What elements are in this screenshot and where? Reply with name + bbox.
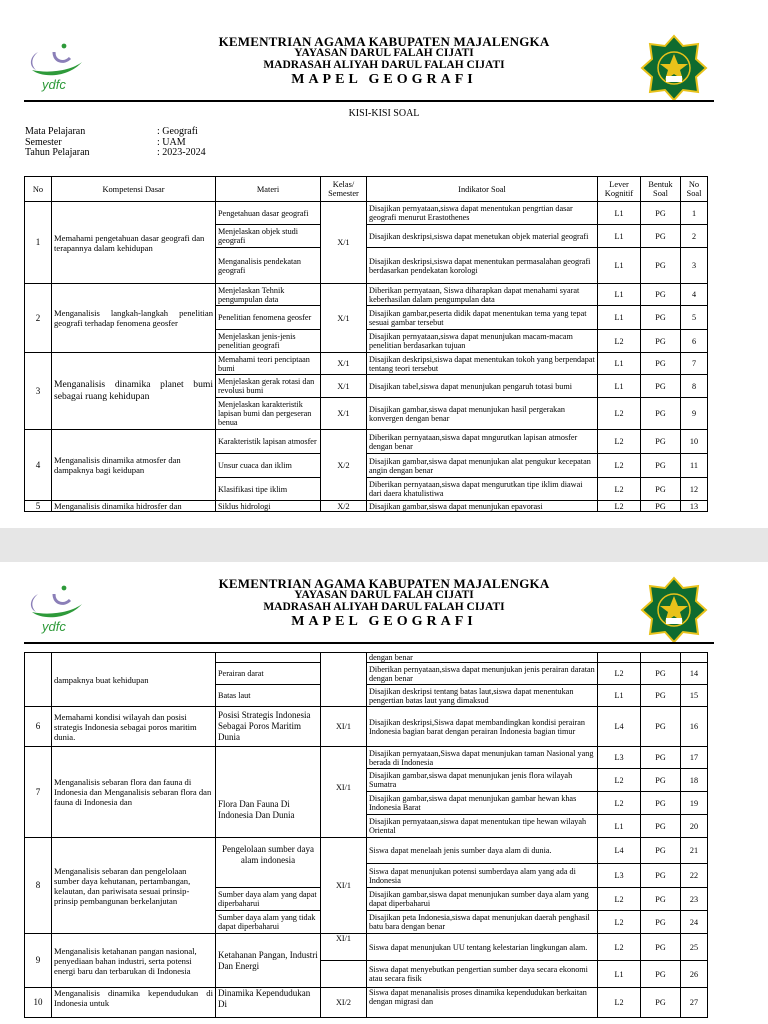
col-header-kelas: Kelas/ Semester bbox=[321, 177, 367, 202]
table-cell: Siklus hidrologi bbox=[216, 501, 321, 512]
table-cell: PG bbox=[641, 663, 681, 685]
table-cell: dengan benar bbox=[367, 653, 598, 663]
table-cell: L2 bbox=[598, 330, 641, 353]
header-divider bbox=[24, 100, 714, 102]
table-cell: PG bbox=[641, 911, 681, 934]
table-cell: 22 bbox=[681, 864, 708, 888]
table-cell: Siswa dapat menyebutkan pengertian sumber daya secara ekonomi atau secara fisik bbox=[367, 961, 598, 988]
table-cell: Menganalisis sebaran dan pengelolaan sumber daya kehutanan, pertambangan, kelautan, dan pariwisata sesuai prinsip-prinsip pembangunan berkelanjutan bbox=[52, 838, 216, 934]
table-cell: 24 bbox=[681, 911, 708, 934]
table-cell: Batas laut bbox=[216, 685, 321, 707]
table-cell: X/1 bbox=[321, 284, 367, 353]
table-cell: PG bbox=[641, 815, 681, 838]
meta-value: : UAM bbox=[157, 136, 186, 148]
table-cell: 25 bbox=[681, 934, 708, 961]
table-cell: XI/2 bbox=[321, 988, 367, 1018]
table-cell: 1 bbox=[25, 202, 52, 284]
kisi-table-page-2 bbox=[24, 652, 708, 1018]
table-cell: Flora Dan Fauna Di Indonesia Dan Dunia bbox=[216, 747, 321, 838]
table-cell: PG bbox=[641, 707, 681, 747]
table-cell: Menganalisis dinamika hidrosfer dan bbox=[52, 501, 216, 512]
document-meta bbox=[25, 127, 206, 159]
table-row bbox=[25, 202, 708, 225]
table-cell: Disajikan deskripsi tentang batas laut,siswa dapat menentukan pengertian batas laut yang dimaksud bbox=[367, 685, 598, 707]
meta-value: : Geografi bbox=[157, 126, 198, 137]
meta-label: Mata Pelajaran bbox=[25, 126, 86, 137]
table-row bbox=[25, 988, 708, 1018]
table-cell: 14 bbox=[681, 663, 708, 685]
table-cell: L1 bbox=[598, 225, 641, 248]
table-cell: XI/1 bbox=[321, 934, 367, 961]
table-cell: Disajikan gambar,siswa dapat menunjukan epavorasi bbox=[367, 501, 598, 512]
header-school: MADRASAH ALIYAH DARUL FALAH CIJATI bbox=[263, 58, 505, 71]
table-cell: PG bbox=[641, 792, 681, 815]
header-subject: MAPEL GEOGRAFI bbox=[291, 614, 477, 629]
table-row bbox=[25, 707, 708, 747]
table-cell: L4 bbox=[598, 838, 641, 864]
table-cell: Ketahanan Pangan, Industri Dan Energi bbox=[216, 934, 321, 988]
table-cell: L1 bbox=[598, 202, 641, 225]
table-cell: PG bbox=[641, 353, 681, 375]
table-cell: Disajikan gambar,siswa dapat menunjukan hasil pergerakan konvergen dengan benar bbox=[367, 398, 598, 430]
table-cell: 9 bbox=[25, 934, 52, 988]
table-cell: L3 bbox=[598, 864, 641, 888]
table-cell: L2 bbox=[598, 911, 641, 934]
table-cell: PG bbox=[641, 934, 681, 961]
table-cell: 7 bbox=[25, 747, 52, 838]
table-cell: 9 bbox=[681, 398, 708, 430]
table-cell: L2 bbox=[598, 888, 641, 911]
table-cell: Diberikan pernyataan,siswa dapat menunjukan jenis perairan daratan dengan benar bbox=[367, 663, 598, 685]
table-cell: Memahami teori penciptaan bumi bbox=[216, 353, 321, 375]
table-cell: Disajikan gambar,siswa dapat menunjukan gambar hewan khas Indonesia Barat bbox=[367, 792, 598, 815]
table-cell: Diberikan pernyataan,siswa dapat mengurutkan tipe iklim diawai dari daera khatulistiwa bbox=[367, 478, 598, 501]
table-cell: PG bbox=[641, 988, 681, 1018]
table-cell: Sumber daya alam yang dapat diperbaharui bbox=[216, 888, 321, 911]
table-cell: L1 bbox=[598, 815, 641, 838]
table-cell: PG bbox=[641, 838, 681, 864]
table-cell: Menganalisis dinamika kependudukan di Indonesia untuk bbox=[52, 988, 216, 1018]
table-cell: 4 bbox=[681, 284, 708, 306]
table-cell: Menganalisis dinamika atmosfer dan dampaknya bagi keidupan bbox=[52, 430, 216, 501]
table-cell: 2 bbox=[25, 284, 52, 353]
table-cell: 13 bbox=[681, 501, 708, 512]
table-cell: Siswa dapat menunjukan potensi sumberdaya alam yang ada di Indonesia bbox=[367, 864, 598, 888]
table-cell: XI/1 bbox=[321, 838, 367, 934]
table-cell bbox=[25, 653, 52, 707]
table-cell: PG bbox=[641, 961, 681, 988]
table-cell: L1 bbox=[598, 961, 641, 988]
table-cell: L2 bbox=[598, 792, 641, 815]
header-ministry: KEMENTRIAN AGAMA KABUPATEN MAJALENGKA bbox=[218, 34, 550, 49]
col-header-materi: Materi bbox=[216, 177, 321, 202]
table-row bbox=[25, 430, 708, 454]
table-cell: 16 bbox=[681, 707, 708, 747]
table-cell: L2 bbox=[598, 501, 641, 512]
table-cell: Menjelaskan objek studi geografi bbox=[216, 225, 321, 248]
table-cell: X/2 bbox=[321, 430, 367, 501]
table-cell: Menjelaskan jenis-jenis penelitian geografi bbox=[216, 330, 321, 353]
col-header-kompetensi: Kompetensi Dasar bbox=[52, 177, 216, 202]
table-cell bbox=[641, 653, 681, 663]
table-cell: 5 bbox=[681, 306, 708, 330]
kemenag-emblem bbox=[640, 34, 708, 102]
header-foundation: YAYASAN DARUL FALAH CIJATI bbox=[294, 589, 474, 601]
table-cell: 18 bbox=[681, 769, 708, 792]
table-cell: X/2 bbox=[321, 501, 367, 512]
table-cell bbox=[321, 653, 367, 707]
table-cell: Disajikan pernyataan,siswa dapat menunjukan macam-macam penelitian berdasarkan tujuan bbox=[367, 330, 598, 353]
header-ministry: KEMENTRIAN AGAMA KABUPATEN MAJALENGKA bbox=[218, 576, 550, 591]
table-cell bbox=[598, 653, 641, 663]
table-cell: Disajikan tabel,siswa dapat menunjukan pengaruh totasi bumi bbox=[367, 375, 598, 398]
table-cell: Disajikan deskripsi,siswa dapat menentukan tokoh yang berpendapat tentang teori tersebut bbox=[367, 353, 598, 375]
table-cell: 21 bbox=[681, 838, 708, 864]
table-cell: L3 bbox=[598, 747, 641, 769]
table-cell: L1 bbox=[598, 375, 641, 398]
table-cell: PG bbox=[641, 202, 681, 225]
table-cell: 5 bbox=[25, 501, 52, 512]
header-school: MADRASAH ALIYAH DARUL FALAH CIJATI bbox=[263, 600, 505, 613]
table-cell: L2 bbox=[598, 454, 641, 478]
table-cell: Dinamika Kependudukan Di bbox=[216, 988, 321, 1018]
table-cell: L1 bbox=[598, 306, 641, 330]
col-header-indikator: Indikator Soal bbox=[367, 177, 598, 202]
table-cell: PG bbox=[641, 478, 681, 501]
table-cell: PG bbox=[641, 747, 681, 769]
table-cell: 26 bbox=[681, 961, 708, 988]
table-cell: Disajikan gambar,peserta didik dapat menentukan tema yang tepat sesuai gambar tersebut bbox=[367, 306, 598, 330]
table-cell: PG bbox=[641, 501, 681, 512]
table-cell: X/1 bbox=[321, 375, 367, 398]
table-cell bbox=[321, 961, 367, 988]
table-cell: Disajikan pernyataan,siswa dapat menentukan tipe hewan wilayah Oriental bbox=[367, 815, 598, 838]
table-cell: XI/1 bbox=[321, 747, 367, 838]
table-cell: PG bbox=[641, 454, 681, 478]
col-header-bentuk: Bentuk Soal bbox=[641, 177, 681, 202]
table-cell: 7 bbox=[681, 353, 708, 375]
table-cell: PG bbox=[641, 430, 681, 454]
table-cell: Menjelaskan gerak rotasi dan revolusi bumi bbox=[216, 375, 321, 398]
header-foundation: YAYASAN DARUL FALAH CIJATI bbox=[294, 47, 474, 59]
table-cell: 3 bbox=[681, 248, 708, 284]
table-cell: Disajikan deskripsi,Siswa dapat membandingkan kondisi perairan Indonesia bagian barat dengan perairan Indonesia bagian timur bbox=[367, 707, 598, 747]
table-cell bbox=[681, 653, 708, 663]
table-cell: Menganalisis pendekatan geografi bbox=[216, 248, 321, 284]
col-header-no: No bbox=[25, 177, 52, 202]
table-cell: 1 bbox=[681, 202, 708, 225]
table-cell: Klasifikasi tipe iklim bbox=[216, 478, 321, 501]
table-cell: Unsur cuaca dan iklim bbox=[216, 454, 321, 478]
document-title: KISI-KISI SOAL bbox=[348, 108, 420, 119]
table-cell: 10 bbox=[25, 988, 52, 1018]
table-cell: L1 bbox=[598, 248, 641, 284]
table-cell: L1 bbox=[598, 353, 641, 375]
table-cell: PG bbox=[641, 888, 681, 911]
table-cell: Menganalisis dinamika planet bumi sebagai ruang kehidupan bbox=[52, 353, 216, 430]
table-cell: Pengetahuan dasar geografi bbox=[216, 202, 321, 225]
table-cell: 2 bbox=[681, 225, 708, 248]
table-cell: Menjelaskan Tehnik pengumpulan data bbox=[216, 284, 321, 306]
table-cell: PG bbox=[641, 685, 681, 707]
table-cell: L2 bbox=[598, 663, 641, 685]
col-header-level: Lever Kognitif bbox=[598, 177, 641, 202]
table-cell: Sumber daya alam yang tidak dapat diperbaharui bbox=[216, 911, 321, 934]
table-cell: PG bbox=[641, 306, 681, 330]
table-row bbox=[25, 501, 708, 512]
table-cell: XI/1 bbox=[321, 707, 367, 747]
table-cell: 8 bbox=[25, 838, 52, 934]
table-cell bbox=[216, 653, 321, 663]
table-cell: Siswa dapat menunjukan UU tentang kelestarian lingkungan alam. bbox=[367, 934, 598, 961]
kisi-table-page-1 bbox=[24, 176, 708, 512]
table-cell: L2 bbox=[598, 398, 641, 430]
table-cell: Siswa dapat menelaah jenis sumber daya alam di dunia. bbox=[367, 838, 598, 864]
table-cell: PG bbox=[641, 769, 681, 792]
table-cell: L2 bbox=[598, 988, 641, 1018]
table-cell: L4 bbox=[598, 707, 641, 747]
table-cell: 23 bbox=[681, 888, 708, 911]
table-cell: 19 bbox=[681, 792, 708, 815]
table-cell: Memahami kondisi wilayah dan posisi strategis Indonesia sebagai poros maritim dunia. bbox=[52, 707, 216, 747]
table-cell: PG bbox=[641, 248, 681, 284]
table-cell: Penelitian fenomena geosfer bbox=[216, 306, 321, 330]
table-cell: Perairan darat bbox=[216, 663, 321, 685]
table-cell: Disajikan gambar,siswa dapat menunjukan alat pengukur kecepatan angin dengan benar bbox=[367, 454, 598, 478]
table-cell: Diberikan pernyataan,siswa dapat mngurutkan lapisan atmosfer dengan benar bbox=[367, 430, 598, 454]
table-cell: L2 bbox=[598, 934, 641, 961]
table-row bbox=[25, 284, 708, 306]
table-cell: 11 bbox=[681, 454, 708, 478]
table-cell: Disajikan peta Indonesia,siswa dapat menunjukan daerah penghasil batu bara dengan benar bbox=[367, 911, 598, 934]
table-cell: 6 bbox=[25, 707, 52, 747]
table-cell: 8 bbox=[681, 375, 708, 398]
header-subject: MAPEL GEOGRAFI bbox=[291, 72, 477, 87]
table-cell: PG bbox=[641, 284, 681, 306]
table-row bbox=[25, 353, 708, 375]
meta-value: : 2023-2024 bbox=[157, 147, 206, 158]
col-header-nosoal: No Soal bbox=[681, 177, 708, 202]
table-row bbox=[25, 747, 708, 769]
letterhead bbox=[0, 0, 768, 104]
table-cell: Pengelolaan sumber daya alam indonesia bbox=[216, 838, 321, 888]
table-header-row bbox=[25, 177, 708, 202]
ydfc-logo-text: ydfc bbox=[42, 619, 66, 634]
table-cell: L2 bbox=[598, 478, 641, 501]
header-divider bbox=[24, 642, 714, 644]
table-cell: PG bbox=[641, 330, 681, 353]
table-cell: L1 bbox=[598, 284, 641, 306]
table-cell: Menganalisis ketahanan pangan nasional, penyediaan bahan industri, serta potensi energi baru dan terbarukan di Indonesia bbox=[52, 934, 216, 988]
table-cell: 17 bbox=[681, 747, 708, 769]
table-cell: Menjelaskan karakteristik lapisan bumi dan pergeseran benua bbox=[216, 398, 321, 430]
table-row bbox=[25, 934, 708, 961]
table-row bbox=[25, 838, 708, 864]
table-cell: Disajikan gambar,siswa dapat menunjukan jenis flora wilayah Sumatra bbox=[367, 769, 598, 792]
table-cell: Memahami pengetahuan dasar geografi dan terapannya dalam kehidupan bbox=[52, 202, 216, 284]
table-cell: 6 bbox=[681, 330, 708, 353]
table-cell: L2 bbox=[598, 430, 641, 454]
meta-label: Tahun Pelajaran bbox=[25, 147, 90, 158]
table-cell: Menganalisis langkah-langkah penelitian geografi terhadap fenomena geosfer bbox=[52, 284, 216, 353]
table-cell: PG bbox=[641, 375, 681, 398]
table-cell: 3 bbox=[25, 353, 52, 430]
table-cell: Menganalisis sebaran flora dan fauna di Indonesia dan Menganalisis sebaran flora dan fauna di Indonesia dan bbox=[52, 747, 216, 838]
table-cell: Posisi Strategis Indonesia Sebagai Poros Maritim Dunia bbox=[216, 707, 321, 747]
table-cell: PG bbox=[641, 225, 681, 248]
table-cell: dampaknya buat kehidupan bbox=[52, 653, 216, 707]
table-cell: L2 bbox=[598, 769, 641, 792]
table-cell: PG bbox=[641, 864, 681, 888]
table-cell: Disajikan gambar,siswa dapat menunjukan sumber daya alam yang dapat diperbaharui bbox=[367, 888, 598, 911]
letterhead bbox=[0, 562, 768, 666]
table-cell: 10 bbox=[681, 430, 708, 454]
table-cell: 4 bbox=[25, 430, 52, 501]
kemenag-emblem bbox=[640, 576, 708, 644]
meta-label: Semester bbox=[25, 136, 62, 148]
table-cell: Disajikan pernyataan,Siswa dapat menunjukan taman Nasional yang berada di Indonesia bbox=[367, 747, 598, 769]
table-cell: X/1 bbox=[321, 202, 367, 284]
table-row bbox=[25, 653, 708, 663]
table-cell: 15 bbox=[681, 685, 708, 707]
table-cell: Disajikan deskripsi,siswa dapat menentukan permasalahan geografi berdasarkan pendekatan korologi bbox=[367, 248, 598, 284]
table-cell: L1 bbox=[598, 685, 641, 707]
table-cell: Diberikan pernyataan, Siswa diharapkan dapat menahami syarat keberhasilan dalam pengumpulan data bbox=[367, 284, 598, 306]
table-cell: 12 bbox=[681, 478, 708, 501]
table-cell: 20 bbox=[681, 815, 708, 838]
table-cell: Disajikan deskripsi,siswa dapat menetukan objek material geografi bbox=[367, 225, 598, 248]
table-cell: Disajikan pernyataan,siswa dapat menentukan pengrtian dasar geografi menurut Erastothenes bbox=[367, 202, 598, 225]
table-cell: X/1 bbox=[321, 398, 367, 430]
table-cell: PG bbox=[641, 398, 681, 430]
ydfc-logo-text: ydfc bbox=[42, 77, 66, 92]
table-cell: Siswa dapat menanalisis proses dinamika kependudukan berkaitan dengan migrasi dan bbox=[367, 988, 598, 1018]
table-cell: 27 bbox=[681, 988, 708, 1018]
table-cell: X/1 bbox=[321, 353, 367, 375]
table-cell: Karakteristik lapisan atmosfer bbox=[216, 430, 321, 454]
